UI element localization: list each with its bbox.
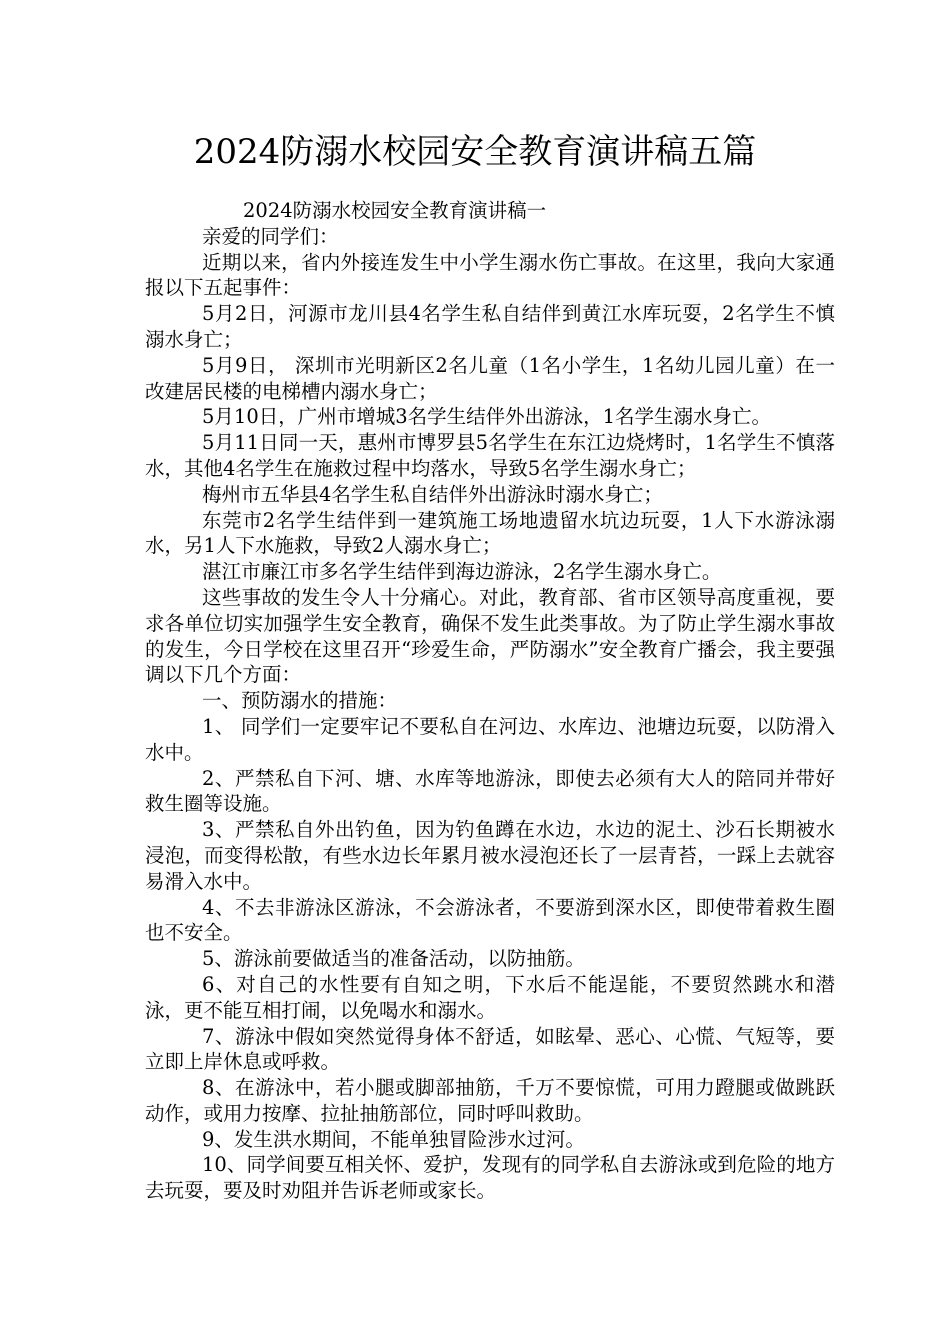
paragraph-incident-2: 5月9日， 深圳市光明新区2名儿童（1名小学生，1名幼儿园儿童）在一改建居民楼的电梯槽内溺水身亡； <box>145 353 835 403</box>
paragraph-intro: 近期以来，省内外接连发生中小学生溺水伤亡事故。在这里，我向大家通报以下五起事件： <box>145 250 835 300</box>
paragraph-incident-1: 5月2日，河源市龙川县4名学生私自结伴到黄江水库玩耍，2名学生不慎溺水身亡； <box>145 302 835 351</box>
document-title: 2024防溺水校园安全教育演讲稿五篇 <box>193 132 757 172</box>
list-item: 4、不去非游泳区游泳，不会游泳者，不要游到深水区，即使带着救生圈也不安全。 <box>145 895 835 945</box>
paragraph-incident-7: 湛江市廉江市多名学生结伴到海边游泳，2名学生溺水身亡。 <box>202 560 722 584</box>
speech-subtitle: 2024防溺水校园安全教育演讲稿一 <box>243 199 547 222</box>
list-item: 10、同学间要互相关怀、爱护，发现有的同学私自去游泳或到危险的地方去玩耍，要及时劝阻并告诉老师或家长。 <box>145 1153 835 1203</box>
paragraph-incident-3: 5月10日，广州市增城3名学生结伴外出游泳，1名学生溺水身亡。 <box>202 405 772 429</box>
paragraph-greeting: 亲爱的同学们： <box>202 224 339 248</box>
section-heading: 一、预防溺水的措施： <box>202 689 398 713</box>
document-body <box>145 198 835 1204</box>
list-item: 8、在游泳中，若小腿或脚部抽筋，千万不要惊慌，可用力蹬腿或做跳跃动作，或用力按摩、拉扯抽筋部位，同时呼叫救助。 <box>145 1076 835 1125</box>
paragraph-summary: 这些事故的发生令人十分痛心。对此，教育部、省市区领导高度重视，要求各单位切实加强学生安全教育，确保不发生此类事故。为了防止学生溺水事故的发生，今日学校在这里召开“珍爱生命，严防溺水”安全教育广播会，我主要强调以下几个方面： <box>145 585 835 687</box>
paragraph-incident-5: 梅州市五华县4名学生私自结伴外出游泳时溺水身亡； <box>202 482 663 506</box>
list-item: 3、严禁私自外出钓鱼，因为钓鱼蹲在水边，水边的泥土、沙石长期被水浸泡，而变得松散，有些水边长年累月被水浸泡还长了一层青苔，一踩上去就容易滑入水中。 <box>145 818 835 893</box>
list-item: 7、游泳中假如突然觉得身体不舒适，如眩晕、恶心、心慌、气短等，要立即上岸休息或呼救。 <box>145 1024 835 1074</box>
list-item: 1、 同学们一定要牢记不要私自在河边、水库边、池塘边玩耍，以防滑入水中。 <box>145 714 835 764</box>
list-item: 6、对自己的水性要有自知之明，下水后不能逞能，不要贸然跳水和潜泳，更不能互相打闹，以免喝水和溺水。 <box>145 972 835 1022</box>
list-item: 5、游泳前要做适当的准备活动，以防抽筋。 <box>202 947 585 971</box>
list-item: 2、严禁私自下河、塘、水库等地游泳，即使去必须有大人的陪同并带好救生圈等设施。 <box>145 766 835 816</box>
list-item: 9、发生洪水期间，不能单独冒险涉水过河。 <box>202 1127 585 1151</box>
paragraph-incident-6: 东莞市2名学生结伴到一建筑施工场地遗留水坑边玩耍，1人下水游泳溺水，另1人下水施救，导致2人溺水身亡； <box>145 508 835 558</box>
paragraph-incident-4: 5月11日同一天，惠州市博罗县5名学生在东江边烧烤时，1名学生不慎落水，其他4名学生在施救过程中均落水，导致5名学生溺水身亡； <box>145 431 835 480</box>
